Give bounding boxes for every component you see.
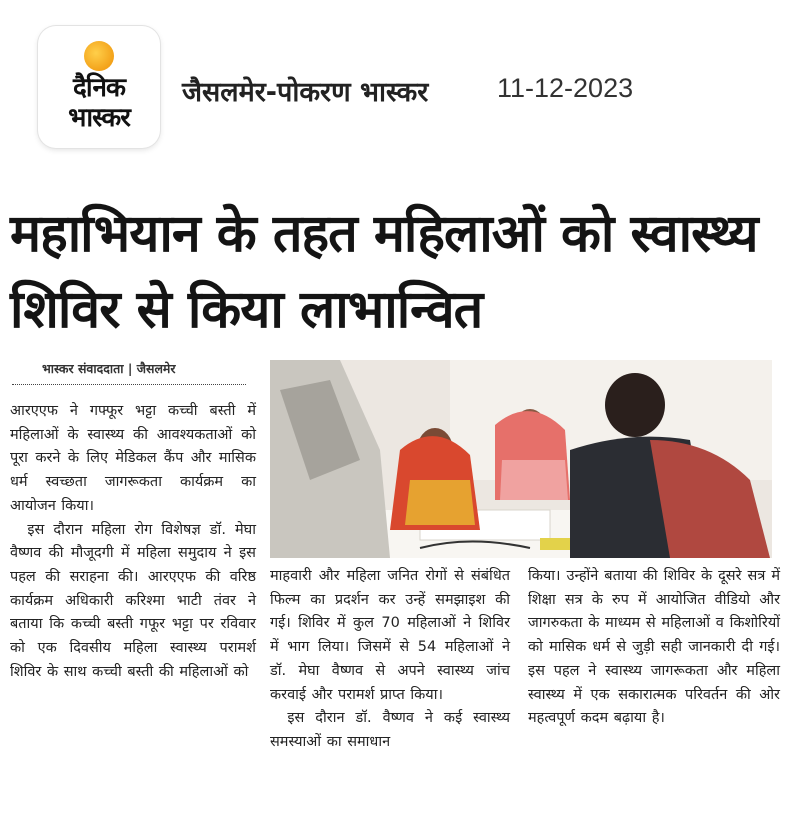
article-column-2 [270,565,510,755]
col1-paragraph-2: इस दौरान महिला रोग विशेषज्ञ डॉ. मेघा वैष्णव की मौजूदगी में महिला समुदाय ने इस पहल की सराहना की। आरएएफ की वरिष्ठ कार्यक्रम अधिकारी करिश्मा भाटी तंवर ने बताया कि कच्ची बस्ती गफूर भट्टा पर रविवार को एक दिवसीय महिला स्वास्थ्य परामर्श शिविर के साथ कच्ची बस्ती की महिलाओं को [10,521,256,680]
col1-paragraph-1: आरएएफ ने गफ्फूर भट्टा कच्ची बस्ती में महिलाओं के स्वास्थ्य की आवश्यकताओं को पूरा करने के लिए मेडिकल कैंप और मासिक धर्म स्वच्छता जागरूकता कार्यक्रम का आयोजन किया। [10,403,256,514]
edition-name: जैसलमेर-पोकरण भास्कर [182,77,429,108]
col3-paragraph-1: किया। उन्होंने बताया की शिविर के दूसरे सत्र में शिक्षा सत्र के रुप में आयोजित वीडियो और जागरुकता के माध्यम से महिलाओं व किशोरियों को मासिक धर्म से जुड़ी सही जानकारी दी गई। इस पहल ने स्वास्थ्य जागरूकता और महिला स्वास्थ्य में एक सकारात्मक परिवर्तन की ओर महत्वपूर्ण कदम बढ़ाया है। [528,568,780,727]
article-headline: महाभियान के तहत महिलाओं को स्वास्थ्य शिविर से किया लाभान्वित [10,204,758,340]
sun-logo-icon [84,41,114,71]
byline-divider [12,384,246,385]
article-column-3 [528,565,780,731]
byline: भास्कर संवाददाता | जैसलमेर [42,361,176,376]
dainik-bhaskar-logo [38,26,160,148]
logo-text-line2: भास्कर [68,103,130,133]
col2-paragraph-1: माहवारी और महिला जनित रोगों से संबंधित फिल्म का प्रदर्शन कर उन्हें समझाइश की गई। शिविर में कुल 70 महिलाओं ने शिविर में भाग लिया। जिसमें से 54 महिलाओं ने डॉ. मेघा वैष्णव से अपने स्वास्थ्य जांच करवाई और परामर्श प्राप्त किया। [270,568,510,703]
col2-paragraph-2: इस दौरान डॉ. वैष्णव ने कई स्वास्थ्य समस्याओं का समाधान [270,710,510,750]
article-photo [270,360,772,558]
logo-text-line1: दैनिक [73,73,125,103]
article-column-1 [10,400,256,684]
edition-date: 11-12-2023 [497,73,634,103]
